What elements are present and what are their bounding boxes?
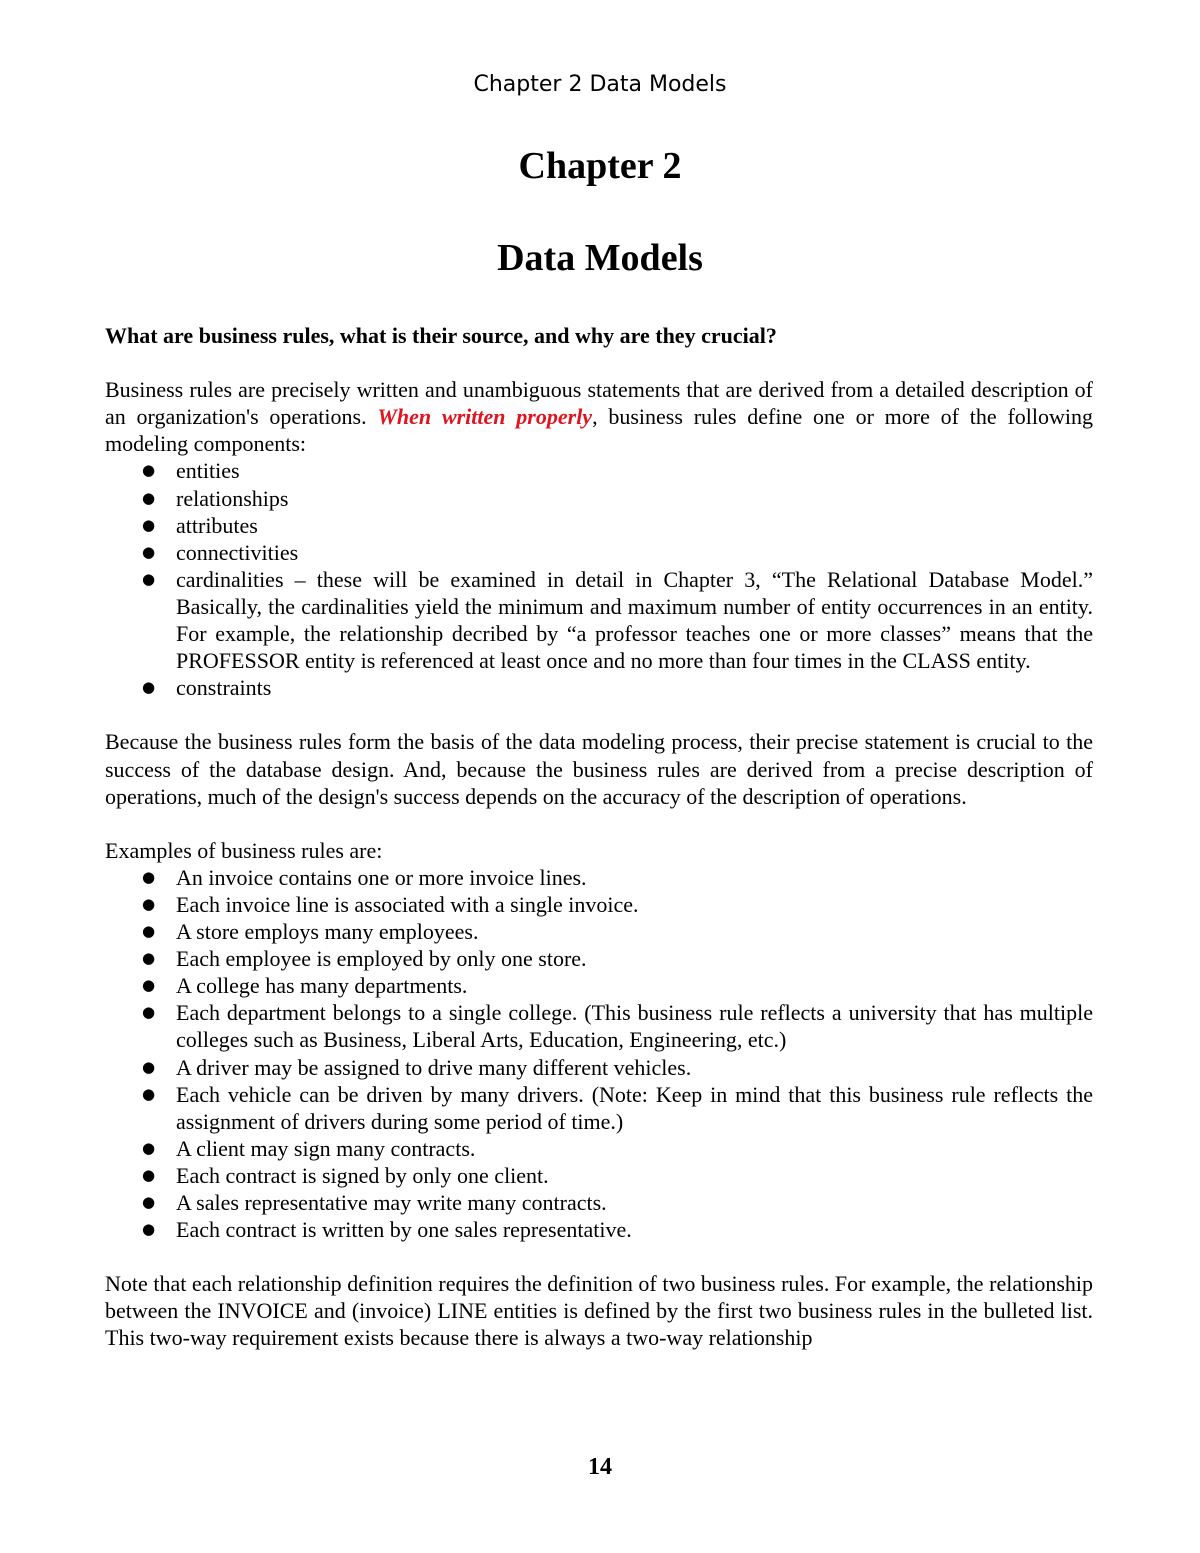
page-body [105,322,1093,1352]
bullet-icon: ● [142,678,156,697]
bullet-icon: ● [142,1193,156,1211]
list-item: ● attributes [142,512,258,538]
bullet-icon: ● [142,922,156,941]
bullet-icon: ● [142,1138,156,1157]
spacer [105,349,1093,376]
bullet-icon: ● [142,949,156,968]
list-item: ● A store employs many employees. [142,919,479,945]
bullet-icon: ● [142,488,156,507]
section-question-heading: What are business rules, what is their source, and why are they crucial? [105,323,777,348]
spacer [105,1243,1093,1270]
list-item: ● A client may sign many contracts. [142,1135,476,1161]
bullet-icon: ● [142,569,156,588]
bullet-icon: ● [142,1084,156,1103]
list-item: ● A college has many departments. [142,973,468,999]
list-item: ● Each department belongs to a single college. (This business rule reflects a university that has multiple colleges such as Business, Liberal Arts, Education, Engineering, etc.) [142,1000,1093,1053]
business-rule-examples-list [105,864,1093,1243]
examples-intro: Examples of business rules are: [105,837,383,863]
chapter-name-title: Data Models [497,237,703,279]
bullet-icon: ● [142,1057,156,1076]
list-item: ● entities [142,458,240,484]
list-item: ● Each employee is employed by only one store. [142,946,587,972]
list-item: ● Each vehicle can be driven by many drivers. (Note: Keep in mind that this business rule reflects the assignment of drivers during some period of time.) [142,1081,1093,1134]
list-item: ● Each contract is signed by only one client. [142,1162,549,1188]
bullet-icon: ● [142,894,156,913]
list-item: ● cardinalities – these will be examined in detail in Chapter 3, “The Relational Database Model.” Basically, the cardinalities yield the minimum and maximum number of entity occurrences in an entity. For example, the relationship decribed by “a professor teaches one or more classes” means that the PROFESSOR entity is referenced at least once and no more than four times in the CLASS entity. [142,566,1093,674]
list-item: ● A sales representative may write many contracts. [142,1190,607,1215]
spacer [105,701,1093,728]
importance-paragraph: Because the business rules form the basis of the data modeling process, their precise statement is crucial to the success of the database design. And, because the business rules are derived from a precise description of operations, much of the design's success depends on the accuracy of the description of operations. [105,729,1093,809]
spacer [105,810,1093,837]
two-way-paragraph: Note that each relationship definition requires the definition of two business rules. For example, the relationship between the INVOICE and (invoice) LINE entities is defined by the first two business rules in the bulleted list. This two-way requirement exists because there is always a two-way relationship [105,1271,1093,1351]
list-item: ● Each contract is written by one sales representative. [142,1217,632,1243]
paragraph-text: Business rules are precisely written and unambiguous statements that are derived from a detailed description of an organization's operations. [105,377,1093,430]
page-number: 14 [588,1454,612,1480]
list-item: ● An invoice contains one or more invoice lines. [142,864,587,890]
chapter-number-title: Chapter 2 [518,145,682,187]
emphasis-text: When written properly [377,404,593,430]
business-rules-paragraph [105,376,1093,457]
list-item: ● relationships [142,485,289,511]
paragraph-text: , business rules define one or more of the following modeling components: [105,404,1094,457]
list-item: ● constraints [142,675,272,701]
list-item: ● connectivities [142,539,299,565]
bullet-icon: ● [142,867,156,886]
bullet-icon: ● [142,542,156,561]
list-item: ● A driver may be assigned to drive many different vehicles. [142,1054,692,1080]
bullet-icon: ● [142,461,156,480]
bullet-icon: ● [142,515,156,534]
modeling-components-list [105,457,1093,701]
bullet-icon: ● [142,1003,156,1022]
list-item: ● Each invoice line is associated with a single invoice. [142,891,639,917]
running-header: Chapter 2 Data Models [473,72,727,97]
bullet-icon: ● [142,976,156,995]
bullet-icon: ● [142,1220,156,1239]
bullet-icon: ● [142,1165,156,1184]
